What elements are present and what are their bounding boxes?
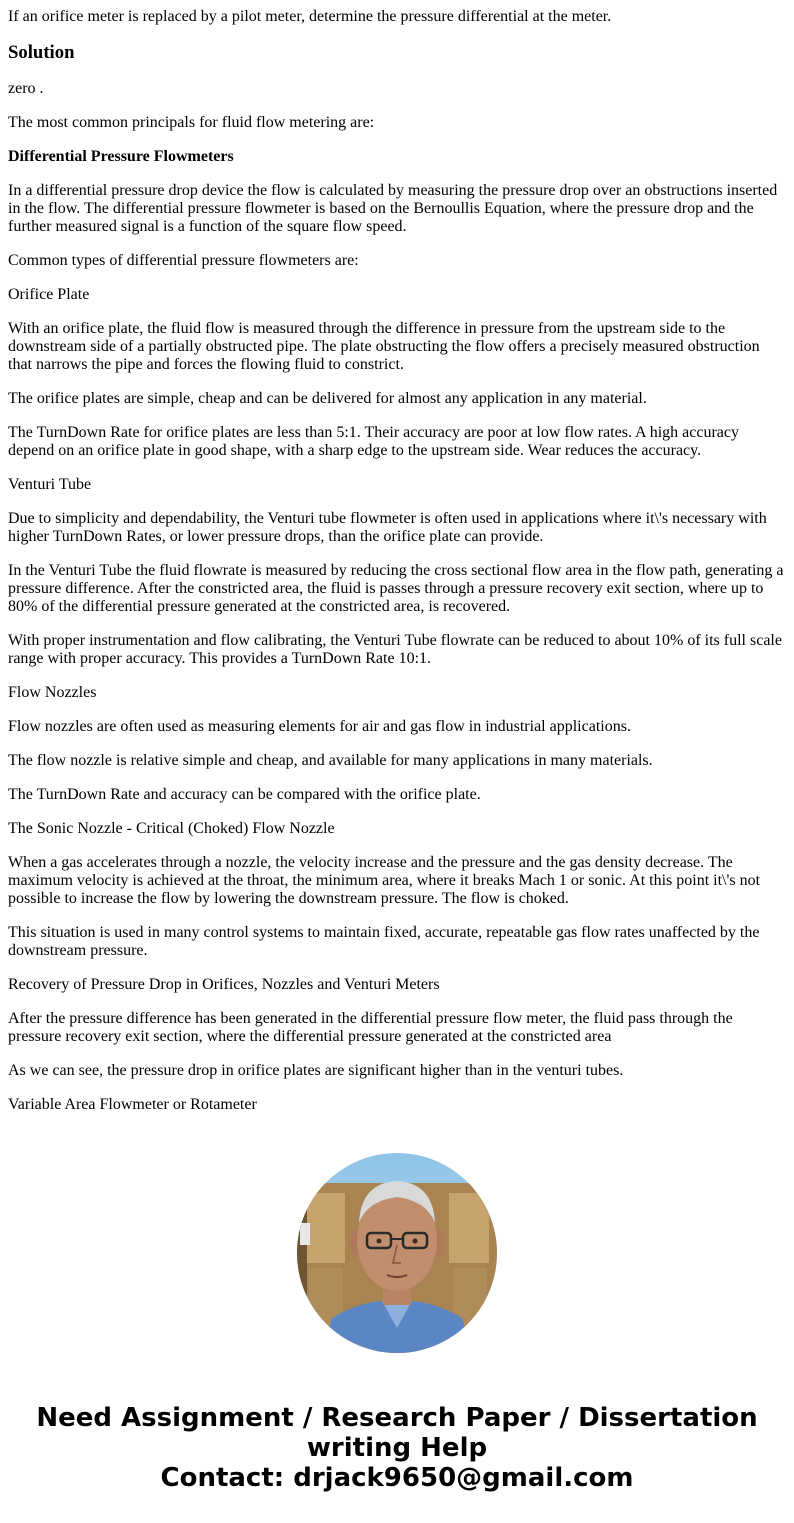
paragraph: Orifice Plate — [8, 286, 90, 303]
paragraph: Venturi Tube — [8, 476, 92, 493]
paragraph: This situation is used in many control systems to maintain fixed, accurate, repeatable gas flow rates unaffected by the downstream pressure. — [8, 924, 760, 959]
paragraph: Flow Nozzles — [8, 684, 97, 701]
section-heading: Differential Pressure Flowmeters — [8, 148, 234, 165]
banner-contact-email: Contact: drjack9650@gmail.com — [160, 1463, 634, 1493]
solution-heading: Solution — [8, 42, 75, 63]
paragraph: The most common principals for fluid flow metering are: — [8, 114, 375, 131]
question-text: If an orifice meter is replaced by a pilot meter, determine the pressure differential at the meter. — [8, 8, 612, 25]
paragraph: The TurnDown Rate for orifice plates are less than 5:1. Their accuracy are poor at low flow rates. A high accuracy depend on an orifice plate in good shape, with a sharp edge to the upstream side. Wear reduces the accuracy. — [8, 424, 740, 459]
contact-banner — [0, 1403, 794, 1493]
paragraph: In the Venturi Tube the fluid flowrate is measured by reducing the cross sectional flow area in the flow path, generating a pressure difference. After the constricted area, the fluid is passes through a pressure recovery exit section, where up to 80% of the differential pressure generated at the constricted area, is recovered. — [8, 562, 784, 615]
paragraph: As we can see, the pressure drop in orifice plates are significant higher than in the venturi tubes. — [8, 1062, 624, 1079]
paragraph: Flow nozzles are often used as measuring elements for air and gas flow in industrial applications. — [8, 718, 631, 735]
paragraph: In a differential pressure drop device the flow is calculated by measuring the pressure drop over an obstructions inserted in the flow. The differential pressure flowmeter is based on the Bernoullis Equation, where the pressure drop and the further measured signal is a function of the square flow speed. — [8, 182, 778, 235]
paragraph: Recovery of Pressure Drop in Orifices, Nozzles and Venturi Meters — [8, 976, 440, 993]
paragraph: Due to simplicity and dependability, the Venturi tube flowmeter is often used in applications where it\'s necessary with higher TurnDown Rates, or lower pressure drops, than the orifice plate can provide. — [8, 510, 767, 545]
paragraph: Variable Area Flowmeter or Rotameter — [8, 1096, 257, 1113]
paragraph: With an orifice plate, the fluid flow is measured through the difference in pressure from the upstream side to the downstream side of a partially obstructed pipe. The plate obstructing the flow offers a precisely measured obstruction that narrows the pipe and forces the flowing fluid to constrict. — [8, 320, 760, 373]
paragraph: The flow nozzle is relative simple and cheap, and available for many applications in many materials. — [8, 752, 653, 769]
author-photo-illustration — [297, 1153, 497, 1353]
banner-line-2: writing Help — [306, 1433, 488, 1463]
paragraph: The Sonic Nozzle - Critical (Choked) Flow Nozzle — [8, 820, 335, 837]
paragraph: zero . — [8, 80, 44, 97]
solution-body — [8, 80, 786, 1114]
banner-line-1: Need Assignment / Research Paper / Dissertation — [36, 1403, 758, 1433]
paragraph: When a gas accelerates through a nozzle, the velocity increase and the pressure and the gas density decrease. The maximum velocity is achieved at the throat, the minimum area, where it breaks Mach 1 or sonic. At this point it\'s not possible to increase the flow by lowering the downstream pressure. The flow is choked. — [8, 854, 761, 907]
paragraph: After the pressure difference has been generated in the differential pressure flow meter, the fluid pass through the pressure recovery exit section, where the differential pressure generated at the constricted area — [8, 1010, 733, 1045]
article — [8, 8, 786, 1130]
paragraph: The TurnDown Rate and accuracy can be compared with the orifice plate. — [8, 786, 481, 803]
paragraph: Common types of differential pressure flowmeters are: — [8, 252, 359, 269]
paragraph: The orifice plates are simple, cheap and can be delivered for almost any application in any material. — [8, 390, 647, 407]
author-avatar — [297, 1153, 497, 1353]
paragraph: With proper instrumentation and flow calibrating, the Venturi Tube flowrate can be reduced to about 10% of its full scale range with proper accuracy. This provides a TurnDown Rate 10:1. — [8, 632, 782, 667]
